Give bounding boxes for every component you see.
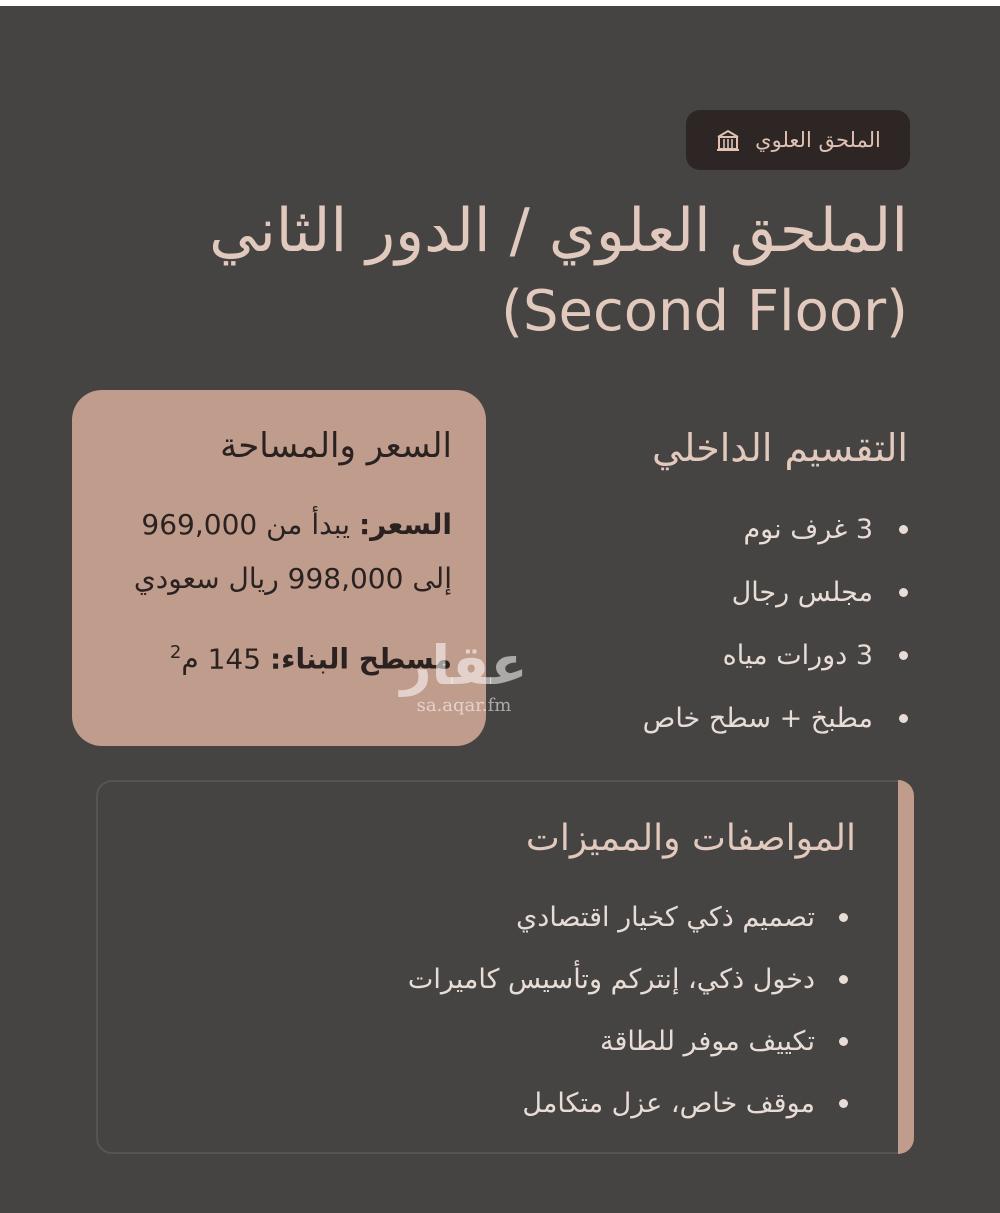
interior-title: التقسيم الداخلي [652, 426, 908, 470]
list-item-text: تكييف موفر للطاقة [600, 1025, 815, 1057]
interior-layout-section [528, 426, 908, 750]
category-badge [686, 110, 910, 170]
bullet-icon [839, 975, 848, 984]
features-section [96, 780, 912, 1154]
area-unit-superscript: 2 [169, 642, 182, 663]
list-item [408, 1072, 848, 1134]
price-from: يبدأ من 969,000 [141, 508, 351, 541]
price-card-title: السعر والمساحة [220, 426, 452, 466]
list-item [528, 561, 908, 624]
page-title: الملحق العلوي / الدور الثاني [209, 196, 908, 266]
list-item [528, 498, 908, 561]
list-item-text: دخول ذكي، إنتركم وتأسيس كاميرات [407, 963, 815, 995]
building-icon [715, 127, 741, 153]
bullet-icon [839, 1099, 848, 1108]
price-line-1 [141, 508, 452, 541]
list-item [528, 624, 908, 687]
list-item-text: 3 دورات مياه [722, 640, 873, 671]
badge-label: الملحق العلوي [755, 128, 881, 152]
list-item-text: مجلس رجال [731, 577, 873, 608]
list-item [408, 886, 848, 948]
bullet-icon [899, 588, 908, 597]
bullet-icon [899, 525, 908, 534]
features-accent-bar [898, 780, 914, 1154]
area-value: 145 م [181, 642, 262, 676]
area-label: مسطح البناء: [269, 642, 452, 676]
page-subtitle: (Second Floor) [501, 279, 908, 344]
features-title: المواصفات والمميزات [525, 818, 856, 859]
brochure-page [0, 6, 1000, 1213]
bullet-icon [839, 1037, 848, 1046]
list-item-text: 3 غرف نوم [743, 514, 873, 545]
list-item-text: تصميم ذكي كخيار اقتصادي [516, 901, 815, 933]
list-item [408, 1010, 848, 1072]
bullet-icon [899, 714, 908, 723]
interior-list [528, 498, 908, 750]
price-label: السعر: [358, 508, 452, 541]
list-item-text: مطبخ + سطح خاص [642, 703, 873, 734]
watermark-url: sa.aqar.fm [416, 695, 512, 716]
price-line-2: إلى 998,000 ريال سعودي [133, 562, 452, 595]
list-item-text: موقف خاص، عزل متكامل [522, 1087, 815, 1119]
list-item [408, 948, 848, 1010]
watermark-logo [384, 636, 544, 726]
bullet-icon [899, 651, 908, 660]
features-list [408, 886, 848, 1134]
bullet-icon [839, 913, 848, 922]
list-item [528, 687, 908, 750]
watermark-text: عقار [400, 634, 528, 697]
